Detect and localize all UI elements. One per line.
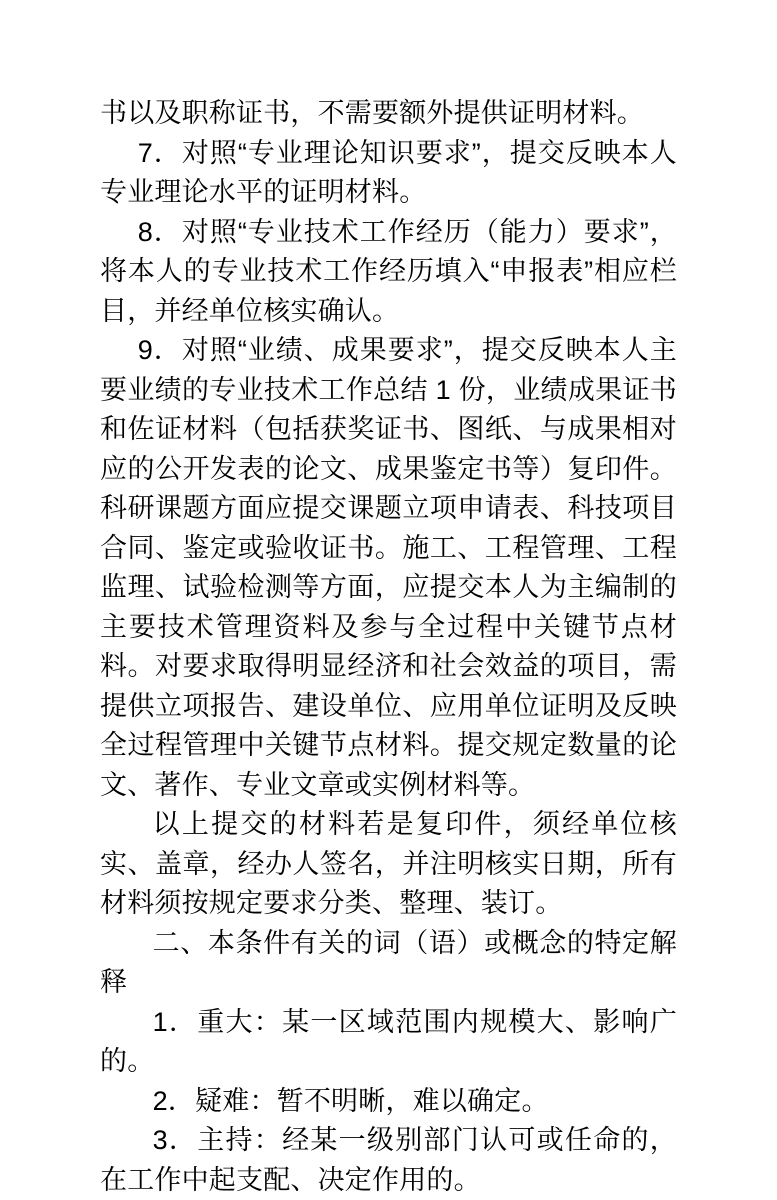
copy-verification-note: 以上提交的材料若是复印件，须经单位核实、盖章，经办人签名，并注明核实日期，所有材料须按规定要求分类、整理、装订。 bbox=[100, 809, 677, 918]
definition-1-paragraph: 1．重大：某一区域范围内规模大、影响广的。 bbox=[100, 1006, 677, 1076]
item-7-paragraph: 7．对照“专业理论知识要求”，提交反映本人专业理论水平的证明材料。 bbox=[100, 137, 677, 207]
item-9-paragraph: 9．对照“业绩、成果要求”，提交反映本人主要业绩的专业技术工作总结 1 份，业绩成果证书和佐证材料（包括获奖证书、图纸、与成果相对应的公开发表的论文、成果鉴定书等）复印件。科研课题方面应提交课题立项申请表、科技项目合同、鉴定或验收证书。施工、工程管理、工程监理、试验检测等方面，应提交本人为主编制的主要技术管理资料及参与全过程中关键节点材料。对要求取得明显经济和社会效益的项目，需提供立项报告、建设单位、应用单位证明及反映全过程管理中关键节点材料。提交规定数量的论文、著作、专业文章或实例材料等。 bbox=[100, 335, 677, 800]
document-body bbox=[100, 94, 677, 1200]
definition-2-paragraph: 2．疑难：暂不明晰，难以确定。 bbox=[152, 1085, 549, 1116]
item-8-paragraph: 8．对照“专业技术工作经历（能力）要求”，将本人的专业技术工作经历填入“申报表”相应栏目，并经单位核实确认。 bbox=[100, 216, 677, 326]
continued-paragraph: 书以及职称证书，不需要额外提供证明材料。 bbox=[100, 98, 644, 128]
section-heading: 二、本条件有关的词（语）或概念的特定解释 bbox=[100, 927, 677, 997]
definition-3-paragraph: 3．主持：经某一级别部门认可或任命的，在工作中起支配、决定作用的。 bbox=[100, 1125, 677, 1195]
